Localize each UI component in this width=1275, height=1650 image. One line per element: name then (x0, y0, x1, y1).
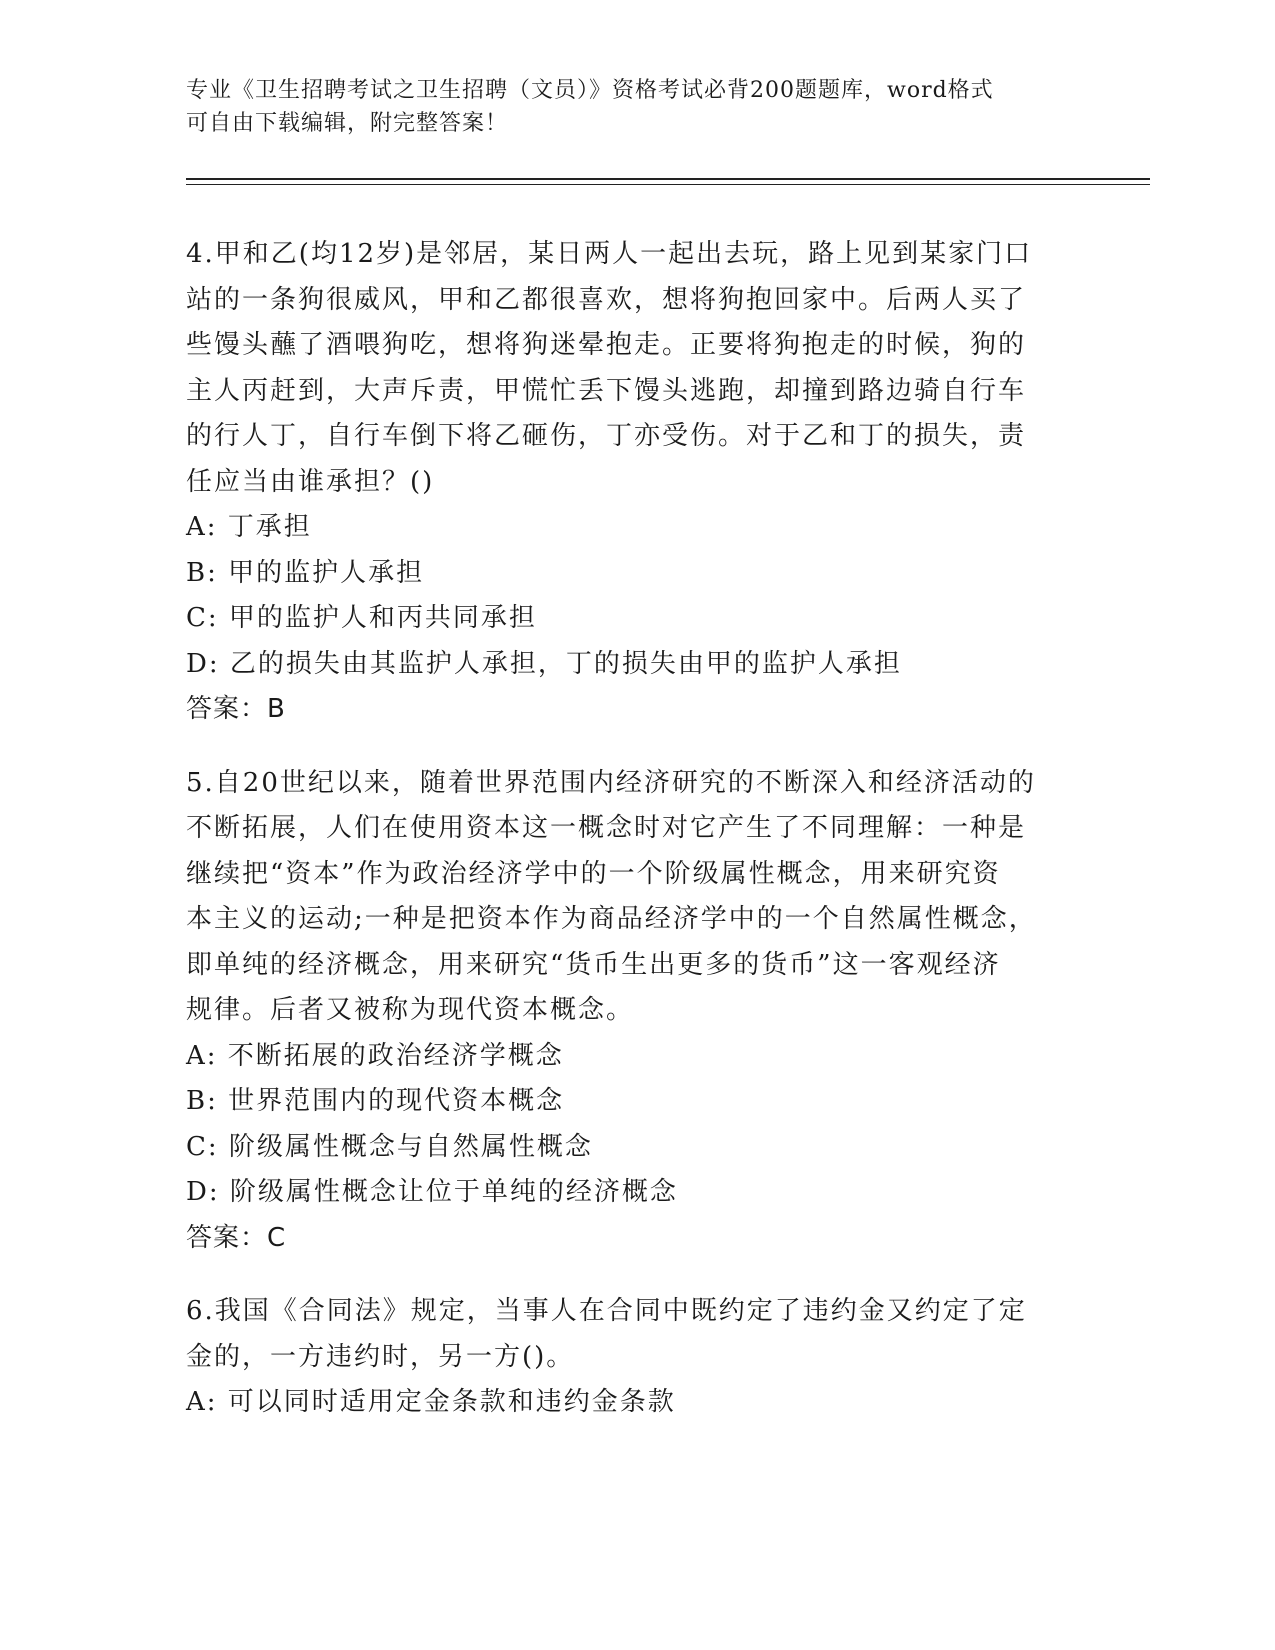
option-b: B: 世界范围内的现代资本概念 (186, 1086, 565, 1116)
header-line-1: 专业《卫生招聘考试之卫生招聘（文员）》资格考试必背200题题库，word格式 (186, 78, 994, 103)
stem-line: 任应当由谁承担？() (186, 466, 435, 497)
question-6 (186, 1289, 1086, 1426)
answer-line: 答案：C (186, 1222, 287, 1253)
stem-line: 不断拓展，人们在使用资本这一概念时对它产生了不同理解：一种是 (186, 813, 1027, 843)
stem-line: 主人丙赶到，大声斥责，甲慌忙丢下馒头逃跑，却撞到路边骑自行车 (186, 375, 1027, 406)
answer-line: 答案：B (186, 694, 286, 724)
stem-line: 规律。后者又被称为现代资本概念。 (186, 995, 635, 1025)
option-a: A: 不断拓展的政治经济学概念 (186, 1040, 564, 1071)
option-a: A: 可以同时适用定金条款和违约金条款 (186, 1387, 676, 1417)
option-b: B: 甲的监护人承担 (186, 557, 425, 588)
option-d: D: 乙的损失由其监护人承担，丁的损失由甲的监护人承担 (186, 648, 902, 679)
question-stem (186, 761, 1086, 1034)
stem-line: 站的一条狗很威风，甲和乙都很喜欢，想将狗抱回家中。后两人买了 (186, 284, 1027, 315)
option-d: D: 阶级属性概念让位于单纯的经济概念 (186, 1177, 678, 1207)
stem-line: 本主义的运动;一种是把资本作为商品经济学中的一个自然属性概念， (186, 904, 1037, 934)
stem-line: 即单纯的经济概念，用来研究“货币生出更多的货币”这一客观经济 (186, 949, 1001, 980)
question-stem (186, 1289, 1086, 1380)
stem-line: 些馒头蘸了酒喂狗吃，想将狗迷晕抱走。正要将狗抱走的时候，狗的 (186, 330, 1027, 360)
stem-line: 5.自20世纪以来，随着世界范围内经济研究的不断深入和经济活动的 (186, 767, 1036, 798)
option-c: C: 阶级属性概念与自然属性概念 (186, 1131, 593, 1162)
header-divider-thick (186, 178, 1150, 180)
question-5 (186, 761, 1086, 1262)
stem-line: 6.我国《合同法》规定，当事人在合同中既约定了违约金又约定了定 (186, 1296, 1027, 1326)
stem-line: 的行人丁，自行车倒下将乙砸伤，丁亦受伤。对于乙和丁的损失，责 (186, 421, 1027, 451)
stem-line: 继续把“资本”作为政治经济学中的一个阶级属性概念，用来研究资 (186, 858, 1001, 889)
question-list (186, 232, 1086, 1454)
header-line-2: 可自由下载编辑，附完整答案！ (186, 111, 509, 136)
header-divider-thin (186, 184, 1150, 185)
stem-line: 4.甲和乙(均12岁)是邻居，某日两人一起出去玩，路上见到某家门口 (186, 239, 1033, 269)
stem-line: 金的，一方违约时，另一方()。 (186, 1341, 575, 1372)
question-stem (186, 232, 1086, 505)
document-header (186, 74, 1066, 140)
option-a: A: 丁承担 (186, 512, 312, 542)
question-4 (186, 232, 1086, 733)
option-c: C: 甲的监护人和丙共同承担 (186, 603, 537, 633)
